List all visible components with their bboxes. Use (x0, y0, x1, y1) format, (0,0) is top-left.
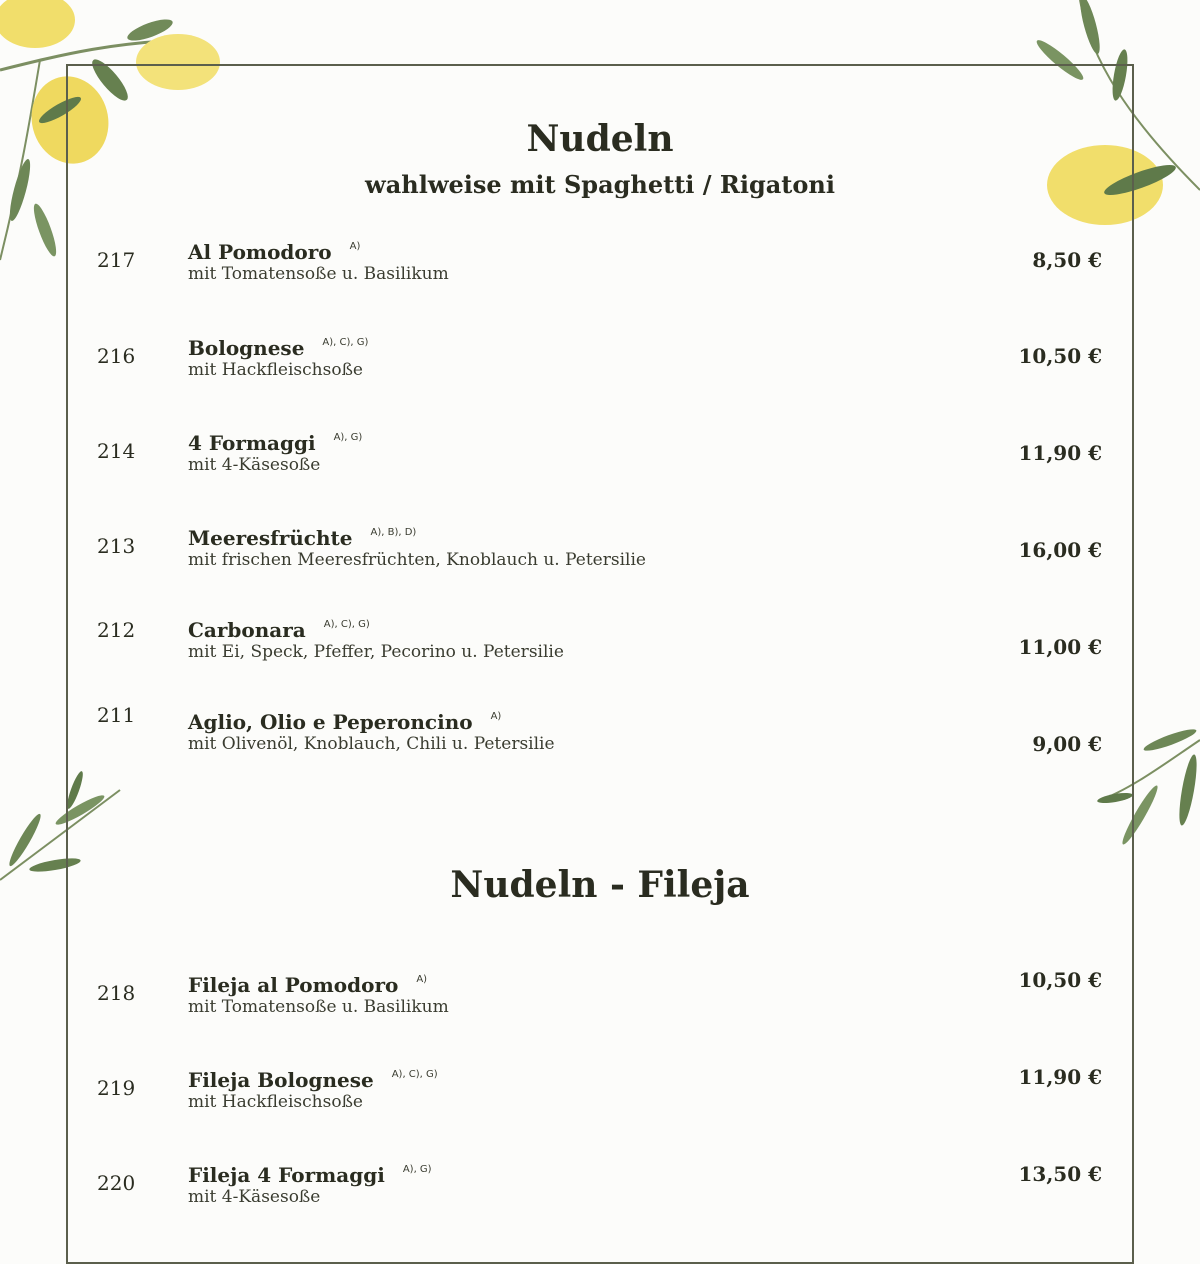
item-number: 217 (97, 248, 136, 272)
allergen-codes: A) (349, 241, 361, 252)
menu-item (0, 1163, 1200, 1223)
item-price: 9,00 € (1032, 732, 1102, 756)
item-name: Aglio, Olio e Peperoncino $^{A)}$ (188, 710, 502, 734)
item-description: mit 4-Käsesoße (188, 455, 321, 475)
allergen-codes: A), G) (402, 1164, 432, 1175)
menu-item (0, 336, 1200, 396)
menu-item (0, 703, 1200, 770)
item-name: Fileja Bolognese $^{A), C), G)}$ (188, 1068, 438, 1092)
section-title-nudeln: Nudeln (526, 118, 674, 160)
allergen-codes: A) (416, 974, 428, 985)
item-description: mit 4-Käsesoße (188, 1187, 321, 1207)
item-name: Al Pomodoro $^{A)}$ (188, 240, 361, 264)
item-number: 211 (97, 703, 136, 727)
menu-item (0, 526, 1200, 586)
item-name: Fileja 4 Formaggi $^{A), G)}$ (188, 1163, 432, 1187)
item-description: mit frischen Meeresfrüchten, Knoblauch u. Petersilie (188, 550, 646, 570)
item-number: 220 (97, 1171, 136, 1195)
item-price: 16,00 € (1018, 538, 1102, 562)
section-subtitle: wahlweise mit Spaghetti / Rigatoni (365, 170, 835, 199)
menu-item (0, 618, 1200, 678)
menu-item (0, 431, 1200, 491)
item-number: 216 (97, 344, 136, 368)
item-name: 4 Formaggi $^{A), G)}$ (188, 431, 363, 455)
item-description: mit Hackfleischsoße (188, 360, 363, 380)
menu-item (0, 968, 1200, 1033)
item-name: Meeresfrüchte $^{A), B), D)}$ (188, 526, 417, 550)
allergen-codes: A), B), D) (370, 527, 417, 538)
item-description: mit Tomatensoße u. Basilikum (188, 264, 449, 284)
item-description: mit Hackfleischsoße (188, 1092, 363, 1112)
allergen-codes: A), G) (333, 432, 363, 443)
item-name: Carbonara $^{A), C), G)}$ (188, 618, 370, 642)
item-price: 11,00 € (1018, 635, 1102, 659)
item-price: 11,90 € (1018, 441, 1102, 465)
item-number: 212 (97, 618, 136, 642)
item-price: 11,90 € (1018, 1065, 1102, 1089)
item-price: 10,50 € (1018, 344, 1102, 368)
allergen-codes: A), C), G) (323, 619, 370, 630)
item-name: Fileja al Pomodoro $^{A)}$ (188, 973, 428, 997)
allergen-codes: A), C), G) (322, 337, 369, 348)
allergen-codes: A), C), G) (391, 1069, 438, 1080)
item-price: 8,50 € (1032, 248, 1102, 272)
item-description: mit Ei, Speck, Pfeffer, Pecorino u. Petersilie (188, 642, 564, 662)
item-price: 13,50 € (1018, 1162, 1102, 1186)
item-number: 218 (97, 981, 136, 1005)
menu-item (0, 1065, 1200, 1128)
item-number: 214 (97, 439, 136, 463)
item-number: 219 (97, 1076, 136, 1100)
item-price: 10,50 € (1018, 968, 1102, 992)
menu-item (0, 240, 1200, 300)
allergen-codes: A) (490, 711, 502, 722)
item-name: Bolognese $^{A), C), G)}$ (188, 336, 369, 360)
item-description: mit Tomatensoße u. Basilikum (188, 997, 449, 1017)
item-number: 213 (97, 534, 136, 558)
section-title-fileja: Nudeln - Fileja (450, 864, 750, 906)
item-description: mit Olivenöl, Knoblauch, Chili u. Petersilie (188, 734, 555, 754)
